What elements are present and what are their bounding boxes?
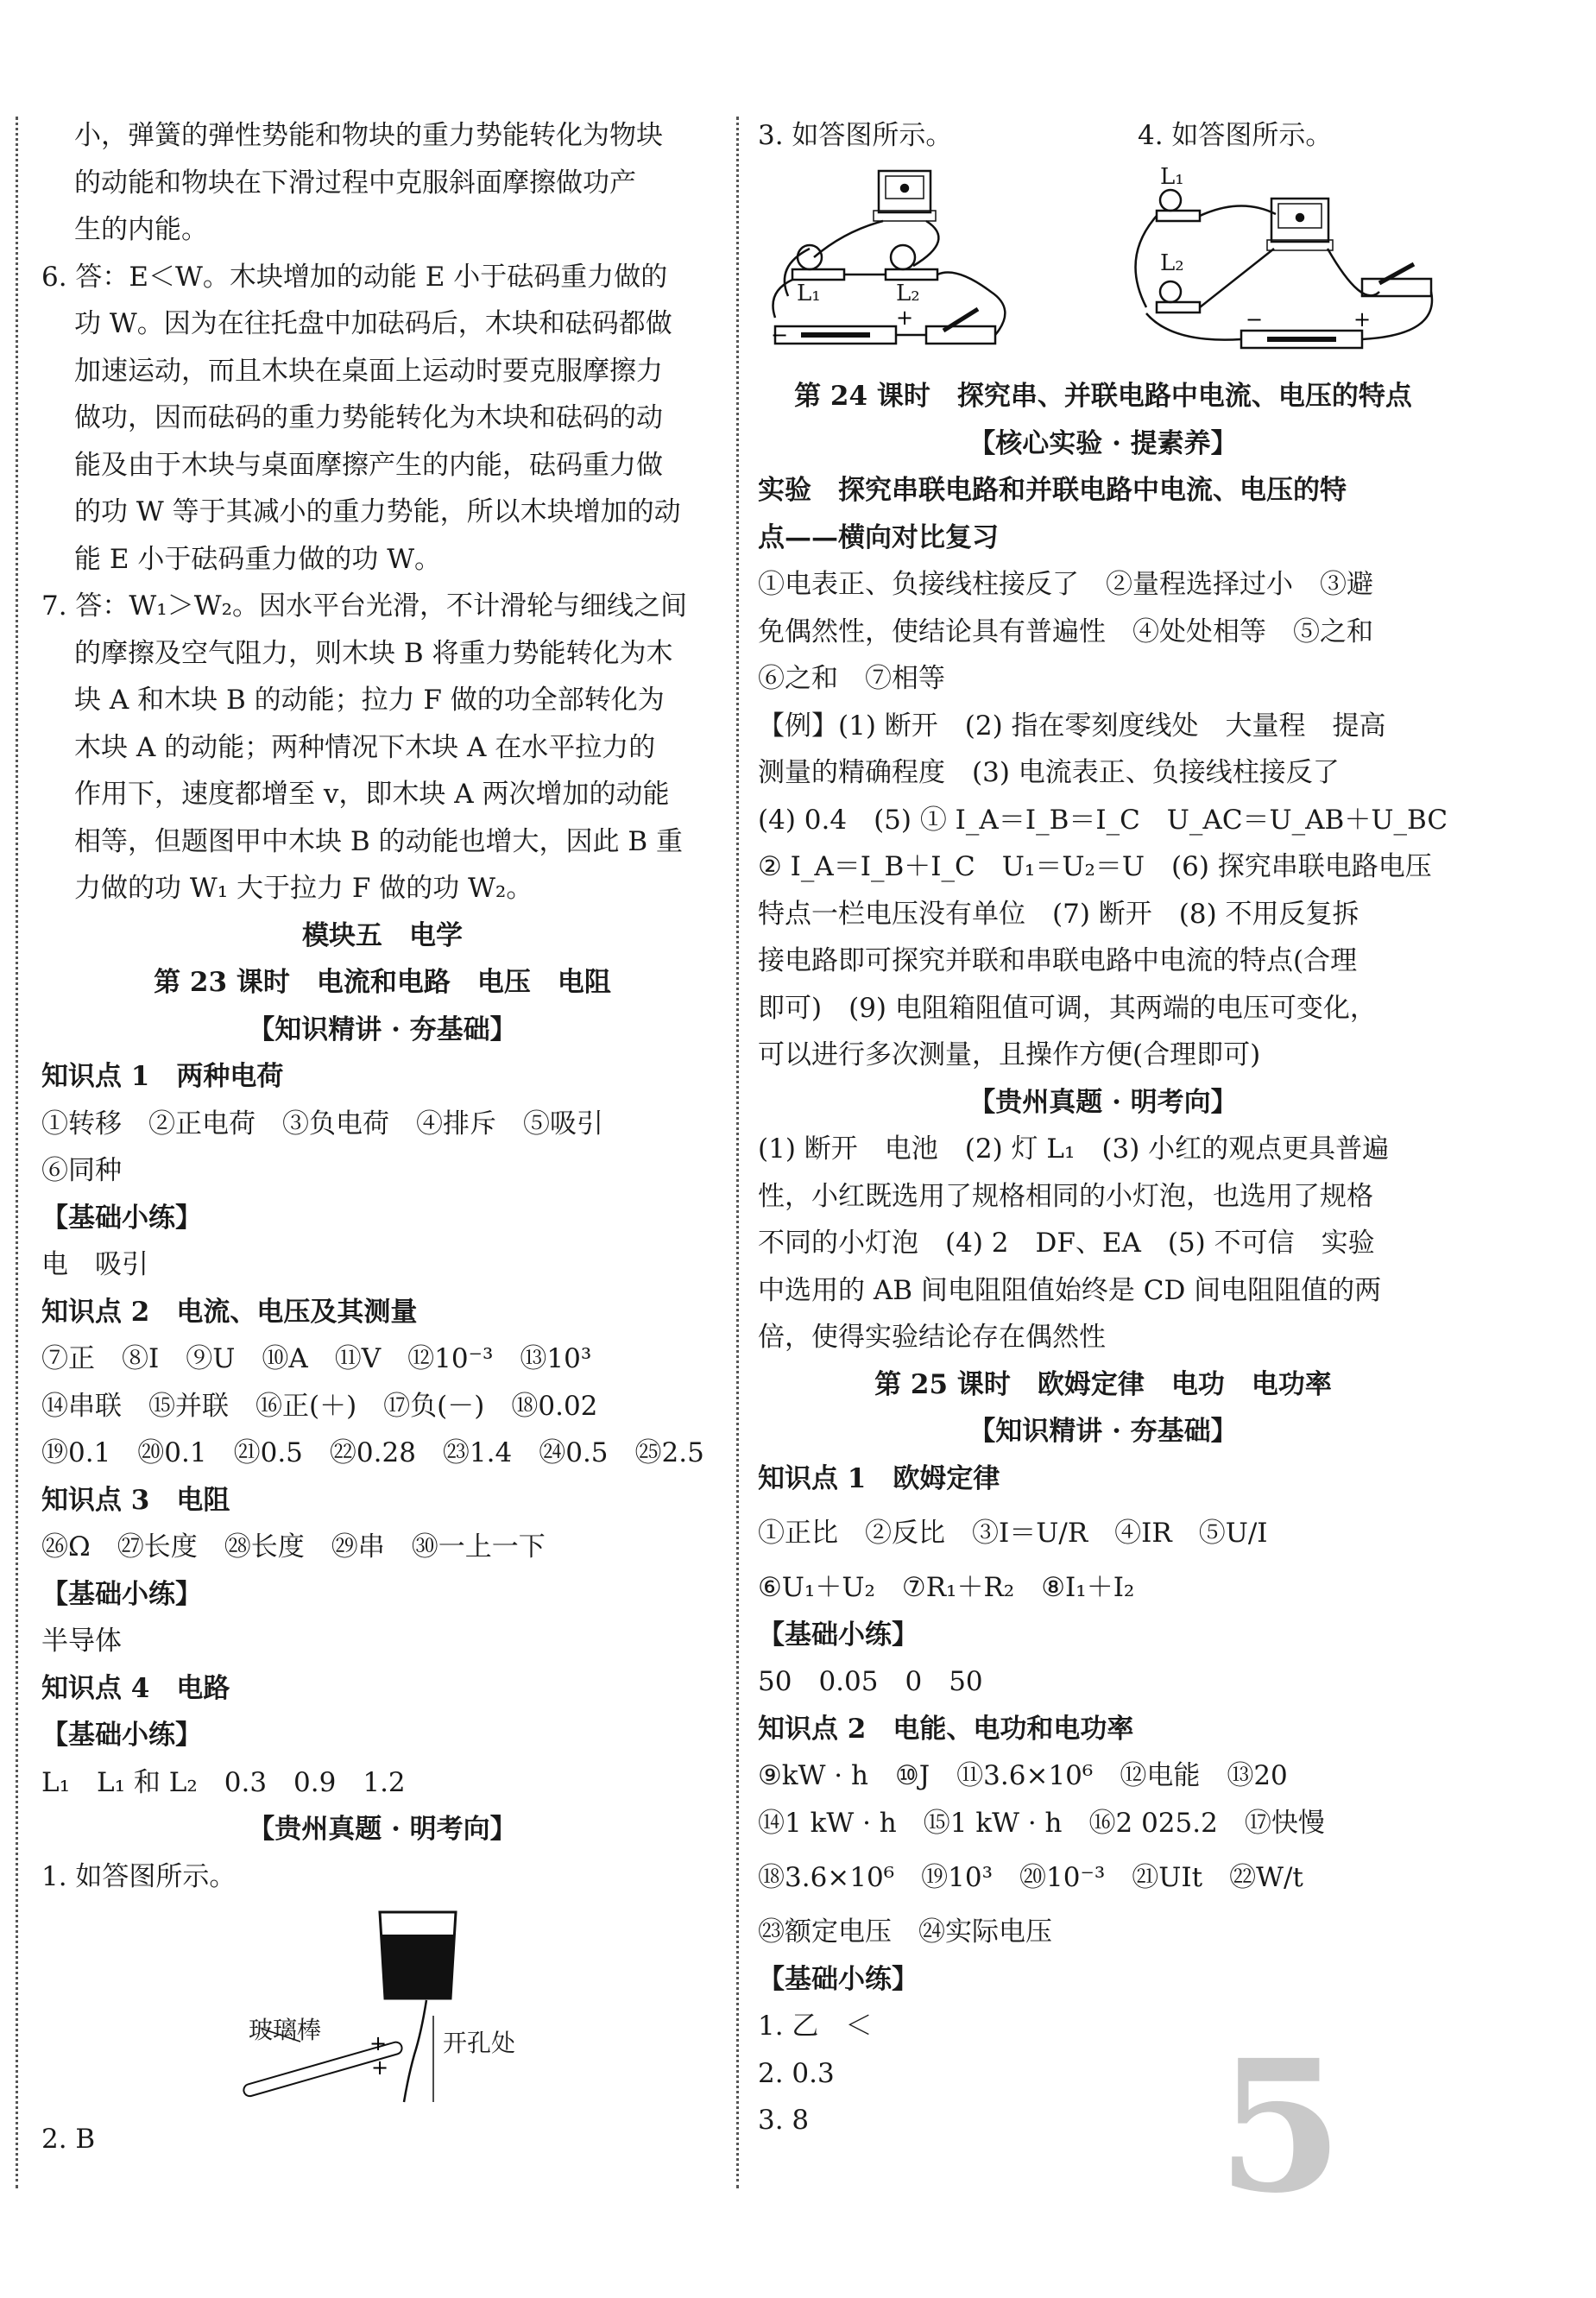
circuit-diagrams xyxy=(758,162,1448,369)
bulb-base-l2-fig4 xyxy=(1157,302,1200,313)
text-line: 特点一栏电压没有单位 (7) 断开 (8) 不用反复拆 xyxy=(758,898,1359,930)
right-column xyxy=(758,112,1448,2144)
text-line: 可以进行多次测量，且操作方便(合理即可) xyxy=(758,1039,1261,1070)
lesson-title: 第 24 课时 探究串、并联电路中电流、电压的特点 xyxy=(794,381,1412,412)
text-line: 中选用的 AB 间电阻阻值始终是 CD 间电阻阻值的两 xyxy=(758,1274,1382,1306)
knowledge-point: 知识点 1 欧姆定律 xyxy=(758,1462,1000,1494)
plus-sign: + xyxy=(1353,307,1372,331)
experiment-title: 点——横向对比复习 xyxy=(758,521,999,553)
answer-line: 3. 8 xyxy=(758,2105,810,2136)
page-number: 5 xyxy=(1217,2020,1344,2233)
text-line: 生的内能。 xyxy=(74,214,208,245)
answer-line: ⑥U₁＋U₂ ⑦R₁＋R₂ ⑧I₁＋I₂ xyxy=(758,1572,1135,1603)
knowledge-point: 知识点 1 两种电荷 xyxy=(41,1061,284,1092)
column-divider xyxy=(736,117,739,2188)
figure-glass-rod xyxy=(41,1903,723,2111)
text-line: 力做的功 W₁ 大于拉力 F 做的功 W₂。 xyxy=(74,873,533,904)
text-line: ⑥之和 ⑦相等 xyxy=(758,663,945,694)
fig4-l2-label: L₂ xyxy=(1160,250,1184,276)
answer-line: ①转移 ②正电荷 ③负电荷 ④排斥 ⑤吸引 xyxy=(41,1108,603,1140)
section-heading: 【核心实验 · 提素养】 xyxy=(968,427,1238,459)
wire xyxy=(1200,205,1276,216)
practice-heading: 【基础小练】 xyxy=(41,1202,202,1234)
text-line: 测量的精确程度 (3) 电流表正、负接线柱接反了 xyxy=(758,757,1340,788)
cup-liquid xyxy=(382,1935,454,1998)
practice-heading: 【基础小练】 xyxy=(41,1720,202,1751)
wire xyxy=(1146,313,1241,340)
text-line: 作用下，速度都增至 v，即木块 A 两次增加的动能 xyxy=(74,779,670,810)
answer-line: ㉓额定电压 ㉔实际电压 xyxy=(758,1916,1052,1948)
answer-3-caption: 3. 如答图所示。 xyxy=(758,120,953,151)
text-line: 倍，使得实验结论存在偶然性 xyxy=(758,1322,1106,1353)
plus-sign: + xyxy=(371,2055,389,2080)
text-line: 加速运动，而且木块在桌面上运动时要克服摩擦力 xyxy=(74,355,663,387)
left-column xyxy=(41,112,723,2163)
text-line: 的动能和物块在下滑过程中克服斜面摩擦做功产 xyxy=(74,167,636,199)
hole-label: 开孔处 xyxy=(443,2029,516,2057)
answer-line: ⑨kW · h ⑩J ⑪3.6×10⁶ ⑫电能 ⑬20 xyxy=(758,1760,1288,1791)
fig3-l2-label: L₂ xyxy=(896,281,920,306)
bulb-l2 xyxy=(891,245,915,269)
water-stream xyxy=(404,2000,426,2102)
module-title: 模块五 电学 xyxy=(302,919,463,951)
knowledge-point: 知识点 3 电阻 xyxy=(41,1484,230,1516)
text-line: 能及由于木块与桌面摩擦产生的内能，砝码重力做 xyxy=(74,449,663,481)
section-heading: 【贵州真题 · 明考向】 xyxy=(968,1086,1238,1118)
wire xyxy=(1362,292,1432,339)
wire xyxy=(1200,249,1274,307)
answer-line: ⑥同种 xyxy=(41,1155,122,1186)
answer-4-caption: 4. 如答图所示。 xyxy=(1138,120,1333,151)
bulb-base-l1-fig4 xyxy=(1157,211,1200,221)
section-heading: 【贵州真题 · 明考向】 xyxy=(248,1814,517,1845)
answer-line: ⑦正 ⑧I ⑨U ⑩A ⑪V ⑫10⁻³ ⑬10³ xyxy=(41,1343,592,1374)
answer-line: 2. 0.3 xyxy=(758,2057,835,2089)
text-line: 小，弹簧的弹性势能和物块的重力势能转化为物块 xyxy=(74,120,663,151)
experiment-title: 实验 探究串联电路和并联电路中电流、电压的特 xyxy=(758,475,1347,506)
answer-line: ㉖Ω ㉗长度 ㉘长度 ㉙串 ㉚一上一下 xyxy=(41,1531,546,1563)
text-line: ② I_A＝I_B＋I_C U₁＝U₂＝U (6) 探究串联电路电压 xyxy=(758,851,1432,882)
practice-heading: 【基础小练】 xyxy=(41,1578,202,1610)
plus-sign: + xyxy=(369,2031,388,2055)
plus-sign: + xyxy=(896,306,914,330)
practice-heading: 【基础小练】 xyxy=(758,1963,918,1995)
wire xyxy=(814,221,883,257)
text-line: 性，小红既选用了规格相同的小灯泡，也选用了规格 xyxy=(758,1180,1373,1212)
answer-line: L₁ L₁ 和 L₂ 0.3 0.9 1.2 xyxy=(41,1766,406,1798)
text-line: 块 A 和木块 B 的动能；拉力 F 做的功全部转化为 xyxy=(74,685,665,716)
lesson-title: 第 25 课时 欧姆定律 电功 电功率 xyxy=(874,1368,1332,1400)
answer-2: 2. B xyxy=(41,2124,96,2155)
wire xyxy=(1136,216,1158,307)
answer-line: ⑭1 kW · h ⑮1 kW · h ⑯2 025.2 ⑰快慢 xyxy=(758,1807,1325,1839)
knowledge-point: 知识点 2 电流、电压及其测量 xyxy=(41,1296,418,1328)
text-line: 的功 W 等于其减小的重力势能，所以木块增加的动 xyxy=(74,496,681,527)
answer-line: ⑭串联 ⑮并联 ⑯正(＋) ⑰负(－) ⑱0.02 xyxy=(41,1390,598,1422)
switch-fig4 xyxy=(1362,279,1431,296)
switch-fig3 xyxy=(926,326,995,344)
answer-line: 电 吸引 xyxy=(41,1249,148,1280)
text-line: 能 E 小于砝码重力做的功 W。 xyxy=(74,543,442,575)
wire xyxy=(913,221,938,266)
answer-7: 7. 答：W₁＞W₂。因水平台光滑，不计滑轮与细线之间 xyxy=(41,590,688,622)
answer-line: 半导体 xyxy=(41,1626,122,1657)
figure-captions-row xyxy=(758,112,1448,159)
text-line: (4) 0.4 (5) ① I_A＝I_B＝I_C U_AC＝U_AB＋U_BC xyxy=(758,804,1448,836)
text-line: 接电路即可探究并联和串联电路中电流的特点(合理 xyxy=(758,945,1358,976)
text-line: (1) 断开 电池 (2) 灯 L₁ (3) 小红的观点更具普遍 xyxy=(758,1133,1390,1165)
practice-heading: 【基础小练】 xyxy=(758,1619,918,1651)
text-line: 做功，因而砝码的重力势能转化为木块和砝码的动 xyxy=(74,402,663,433)
answer-1: 1. 如答图所示。 xyxy=(41,1860,237,1892)
lesson-title: 第 23 课时 电流和电路 电压 电阻 xyxy=(154,967,611,998)
knowledge-point: 知识点 2 电能、电功和电功率 xyxy=(758,1713,1134,1745)
text-line: 的摩擦及空气阻力，则木块 B 将重力势能转化为木 xyxy=(74,637,673,669)
minus-sign: − xyxy=(771,323,789,347)
answer-line: ⑱3.6×10⁶ ⑲10³ ⑳10⁻³ ㉑UIt ㉒W/t xyxy=(758,1862,1303,1893)
fig4-l1-label: L₁ xyxy=(1160,164,1184,190)
rod-label: 玻璃棒 xyxy=(249,2016,322,2044)
answer-line: ①正比 ②反比 ③I＝U/R ④IR ⑤U/I xyxy=(758,1518,1268,1549)
text-line: 免偶然性，使结论具有普遍性 ④处处相等 ⑤之和 xyxy=(758,616,1373,647)
left-margin-line xyxy=(16,117,18,2188)
wire xyxy=(773,280,793,318)
answer-line: 1. 乙 ＜ xyxy=(758,2011,873,2042)
wire xyxy=(1328,249,1379,295)
text-line: 木块 A 的动能；两种情况下木块 A 在水平拉力的 xyxy=(74,731,656,763)
circuit-figures xyxy=(758,162,1448,369)
text-line: 【例】(1) 断开 (2) 指在零刻度线处 大量程 提高 xyxy=(758,710,1386,742)
text-line: 即可) (9) 电阻箱阻值可调，其两端的电压可变化， xyxy=(758,992,1377,1024)
answer-line: 50 0.05 0 50 xyxy=(758,1666,983,1697)
fig3-l1-label: L₁ xyxy=(797,281,821,306)
section-heading: 【知识精讲 · 夯基础】 xyxy=(968,1416,1238,1447)
text-line: 功 W。因为在往托盘中加砝码后，木块和砝码都做 xyxy=(74,308,672,339)
glass-rod-diagram xyxy=(41,1903,723,2111)
circuit-fig3 xyxy=(773,171,1006,344)
text-line: ①电表正、负接线柱接反了 ②量程选择过小 ③避 xyxy=(758,569,1373,600)
text-line: 不同的小灯泡 (4) 2 DF、EA (5) 不可信 实验 xyxy=(758,1228,1375,1259)
knowledge-point: 知识点 4 电路 xyxy=(41,1672,230,1704)
answer-line: ⑲0.1 ⑳0.1 ㉑0.5 ㉒0.28 ㉓1.4 ㉔0.5 ㉕2.5 xyxy=(41,1437,704,1468)
text-line: 相等，但题图甲中木块 B 的动能也增大，因此 B 重 xyxy=(74,825,683,857)
minus-sign: − xyxy=(1246,307,1264,331)
answer-6: 6. 答：E＜W。木块增加的动能 E 小于砝码重力做的 xyxy=(41,261,668,293)
section-heading: 【知识精讲 · 夯基础】 xyxy=(248,1013,517,1045)
